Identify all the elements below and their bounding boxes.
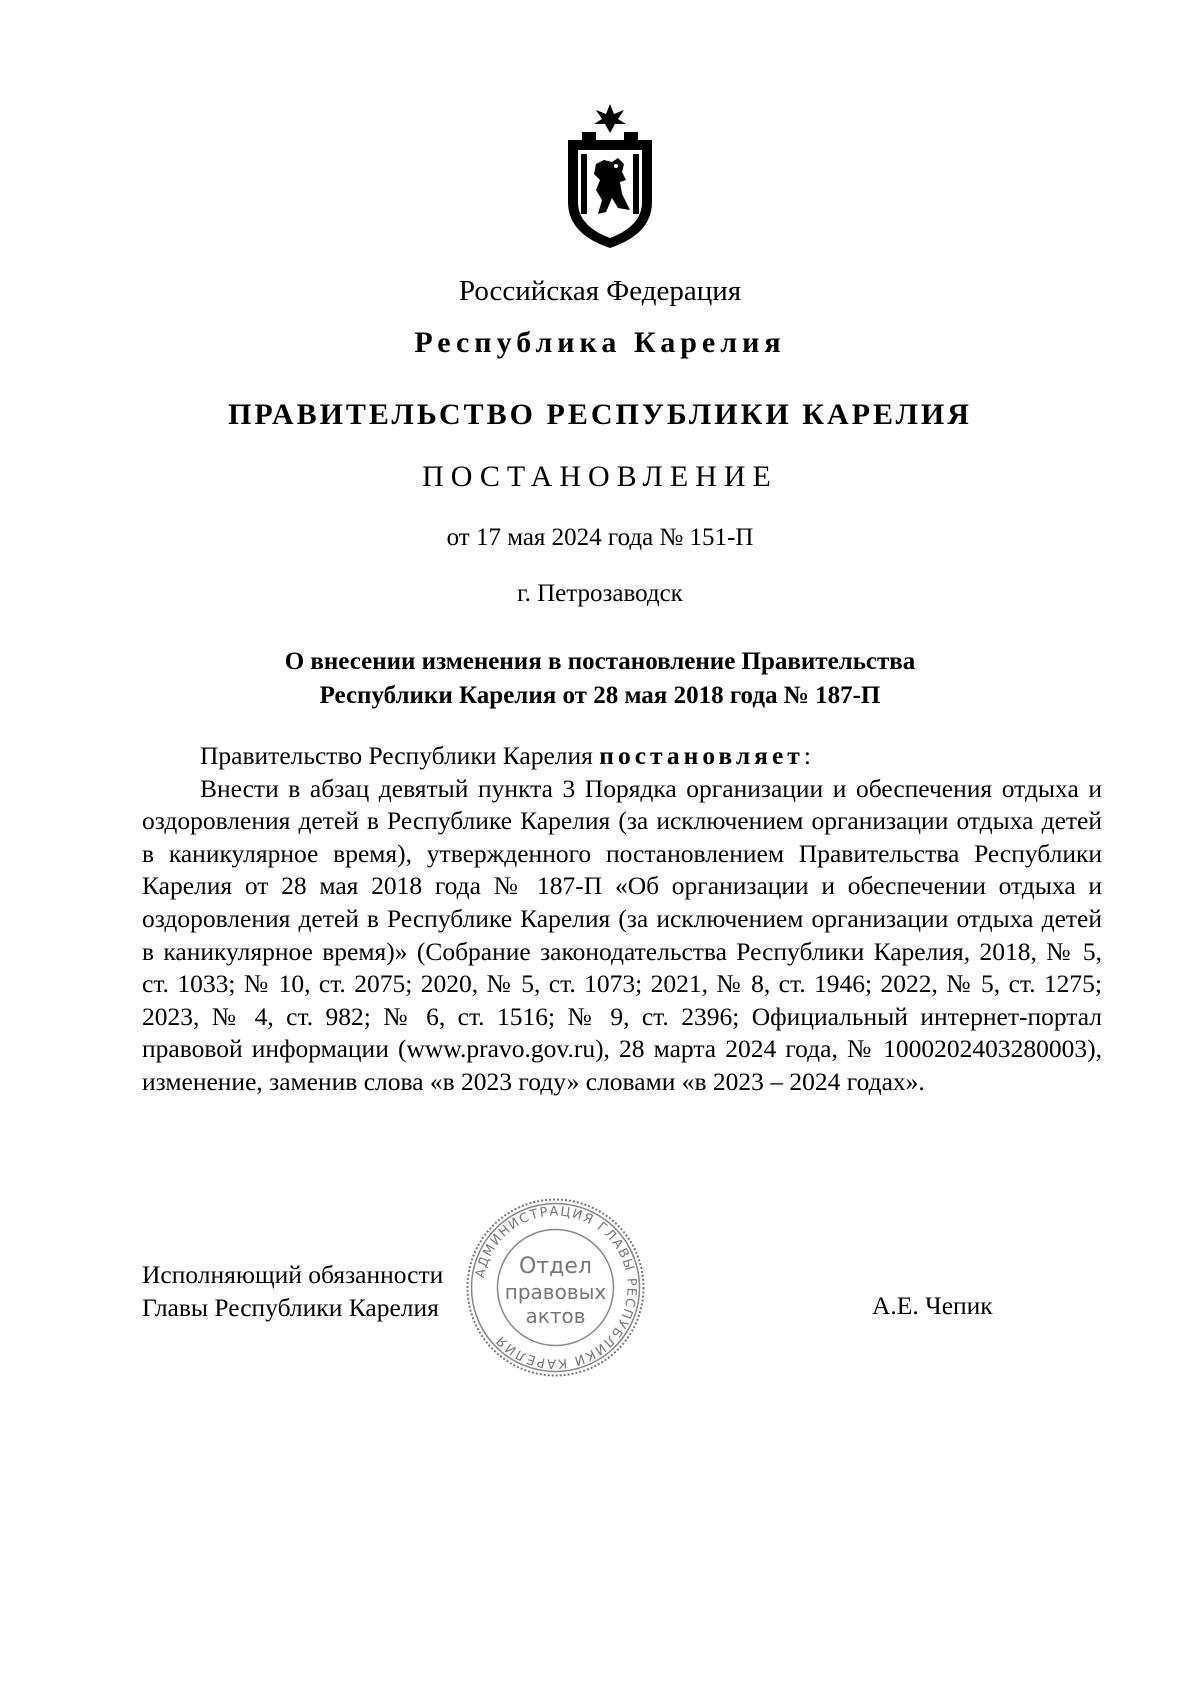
- country-name: Российская Федерация: [458, 275, 742, 307]
- signatory-name: А.Е. Чепик: [872, 1291, 993, 1320]
- signatory-title: [142, 1258, 443, 1324]
- coat-of-arms-icon: [560, 102, 660, 250]
- document-city: г. Петрозаводск: [517, 580, 683, 607]
- subject-line-1: О внесении изменения в постановление Правительства: [284, 648, 916, 675]
- intro-verb: постановляет: [599, 741, 804, 770]
- document-subject: [0, 645, 1200, 713]
- signatory-title-line-1: Исполняющий обязанности: [142, 1260, 444, 1289]
- stamp-line-1: Отдел: [519, 1254, 592, 1279]
- main-paragraph: Внести в абзац девятый пункта 3 Порядка организации и обеспечения отдыха и оздоровления детей в Республике Карелия (за исключением организации отдыха детей в каникулярное время), утвержденного постановлением Правительства Республики Карелия от 28 мая 2018 года № 187-П «Об организации и обеспечении отдыха и оздоровления детей в Республике Карелия (за исключением организации отдыха детей в каникулярное время)» (Собрание законодательства Республики Карелия, 2018, № 5, ст. 1033; № 10, ст. 2075; 2020, № 5, ст. 1073; 2021, № 8, ст. 1946; 2022, № 5, ст. 1275; 2023, № 4, ст. 982; № 6, ст. 1516; № 9, ст. 2396; Официальный интернет-портал правовой информации (www.pravo.gov.ru), 28 марта 2024 года, № 1000202403280003), изменение, заменив слова «в 2023 году» словами «в 2023 – 2024 годах».: [142, 773, 1102, 1096]
- intro-prefix: Правительство Республики Карелия: [200, 741, 600, 770]
- official-stamp: [463, 1195, 648, 1380]
- stamp-line-3: актов: [525, 1304, 586, 1328]
- stamp-line-2: правовых: [504, 1280, 607, 1304]
- subject-line-2: Республики Карелия от 28 мая 2018 года № 187-П: [319, 682, 881, 709]
- signatory-title-line-2: Главы Республики Карелия: [142, 1293, 439, 1322]
- stamp-ring-text: АДМИНИСТРАЦИЯ ГЛАВЫ РЕСПУБЛИКИ КАРЕЛИЯ: [473, 1204, 639, 1371]
- document-type: ПОСТАНОВЛЕНИЕ: [422, 460, 778, 493]
- intro-paragraph: [142, 740, 1102, 773]
- government-name: ПРАВИТЕЛЬСТВО РЕСПУБЛИКИ КАРЕЛИЯ: [228, 398, 972, 431]
- document-body: [142, 740, 1102, 1099]
- republic-name: Республика Карелия: [414, 326, 786, 359]
- document-date-number: от 17 мая 2024 года № 151-П: [446, 524, 754, 551]
- intro-suffix: :: [803, 741, 811, 770]
